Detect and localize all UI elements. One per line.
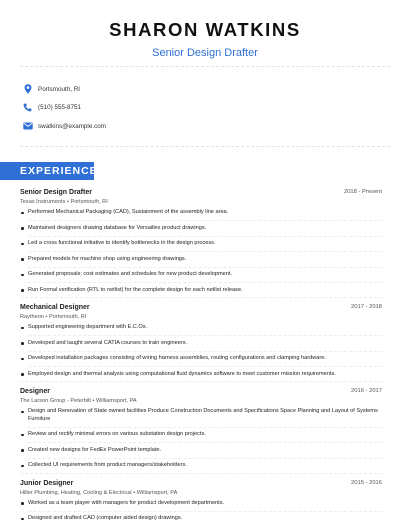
job-entry: [20, 479, 382, 523]
bullet-item: Generated proposals; cost estimates and schedules for new product development.: [20, 271, 382, 279]
job-company: Texas Instruments: [20, 199, 66, 205]
job-entry-dates: 2018 - Present: [343, 189, 382, 195]
job-location: Portsmouth, RI: [70, 199, 108, 205]
job-location: Williamsport, PA: [136, 489, 178, 496]
bullet-divider: [28, 267, 382, 268]
bullet-item: Maintained designers drawing database for Versailles product drawings.: [20, 225, 382, 233]
job-bullets: [20, 324, 382, 378]
job-divider: [20, 297, 382, 298]
contact-email: [22, 117, 106, 135]
contact-info: [22, 80, 106, 136]
bullet-divider: [28, 511, 382, 512]
bullet-divider: [28, 335, 382, 336]
meta-separator: •: [43, 314, 50, 320]
meta-separator: •: [90, 398, 96, 404]
job-entry-title: Senior Design Drafter: [20, 189, 92, 196]
job-entry-meta: [20, 397, 382, 405]
bullet-item: Designed and drafted CAD (computer aided design) drawings.: [20, 515, 382, 523]
bullet-item: Led a cross functional initiative to identify bottlenecks in the design process.: [20, 240, 382, 248]
job-entry-meta: [20, 198, 382, 206]
header-divider: [20, 66, 390, 67]
job-company: Raytheon: [20, 314, 44, 320]
bullet-item: Created new designs for FedEx PowerPoint template.: [20, 447, 382, 455]
job-title: Senior Design Drafter: [152, 47, 258, 59]
job-entry-title: Junior Designer: [20, 479, 74, 487]
experience-section-header: [0, 162, 98, 180]
bullet-item: Review and rectify minimal errors on various substation design projects.: [20, 431, 382, 439]
job-divider: [20, 381, 382, 382]
job-entry: [20, 387, 382, 470]
phone-text: (510) 555-8751: [38, 104, 82, 111]
bullet-divider: [28, 442, 382, 443]
resume-header: [0, 0, 410, 60]
job-entry-meta: [20, 313, 382, 321]
job-entry-dates: 2017 - 2018: [351, 304, 382, 310]
phone-icon: [22, 102, 33, 113]
bullet-item: Worked as a team player with managers for product development departments.: [20, 500, 382, 508]
bullet-divider: [28, 427, 382, 428]
job-location: Portsmouth, RI: [49, 314, 87, 320]
job-entry-dates: 2015 - 2016: [351, 479, 382, 486]
job-divider: [20, 473, 382, 474]
bullet-item: Performed Mechanical Packaging (CAD), Sustainment of the assembly line area.: [20, 209, 382, 217]
job-company: The Larson Group - Peterbilt: [20, 398, 91, 404]
meta-separator: •: [131, 489, 137, 496]
job-bullets: [20, 500, 382, 523]
bullet-divider: [28, 282, 382, 283]
job-bullets: [20, 408, 382, 470]
bullet-divider: [28, 236, 382, 237]
contact-location: [22, 80, 106, 98]
email-icon: [22, 121, 33, 132]
job-entry: [20, 303, 382, 378]
job-entry-meta: [20, 489, 382, 497]
location-pin-icon: [22, 84, 33, 95]
bullet-item: Developed installation packages consisting of wiring harness assemblies, routing configurations and clamping hardware.: [20, 355, 382, 363]
bullet-item: Collected UI requirements from product managers/stakeholders.: [20, 462, 382, 470]
job-entry-title: Mechanical Designer: [20, 304, 90, 311]
job-entry-title: Designer: [20, 388, 50, 395]
experience-list: [20, 188, 382, 523]
contact-divider: [20, 146, 390, 147]
email-text: swatkins@example.com: [38, 122, 106, 130]
bullet-divider: [28, 251, 382, 252]
bullet-item: Supported engineering department with E.C.Os.: [20, 324, 382, 332]
bullet-divider: [28, 366, 382, 367]
location-text: Portsmouth, RI: [38, 85, 80, 93]
bullet-divider: [28, 220, 382, 221]
experience-heading: EXPERIENCE: [20, 165, 98, 177]
bullet-item: Run Formal verification (RTL to netlist) for the complete design for each netlist release.: [20, 287, 382, 295]
bullet-divider: [28, 458, 382, 459]
bullet-item: Prepared models for machine shop using engineering drawings.: [20, 256, 382, 264]
job-company: Hiller Plumbing, Heating, Cooling & Electrical: [20, 489, 132, 496]
meta-separator: •: [65, 199, 71, 205]
candidate-name: SHARON WATKINS: [109, 19, 301, 40]
bullet-divider: [28, 351, 382, 352]
job-entry-dates: 2016 - 2017: [351, 388, 382, 394]
job-location: Williamsport, PA: [95, 398, 137, 404]
job-entry: [20, 188, 382, 294]
bullet-item: Developed and taught several CATIA courses to train engineers.: [20, 340, 382, 348]
job-bullets: [20, 209, 382, 294]
bullet-item: Design and Renovation of State owned facilities Produce Construction Documents and Specifications Space Planning and Layout of Systems Furniture: [20, 408, 382, 423]
contact-phone: [22, 99, 106, 117]
bullet-item: Employed design and thermal analysis using computational fluid dynamics software to meet customer mission requirements.: [20, 371, 382, 379]
